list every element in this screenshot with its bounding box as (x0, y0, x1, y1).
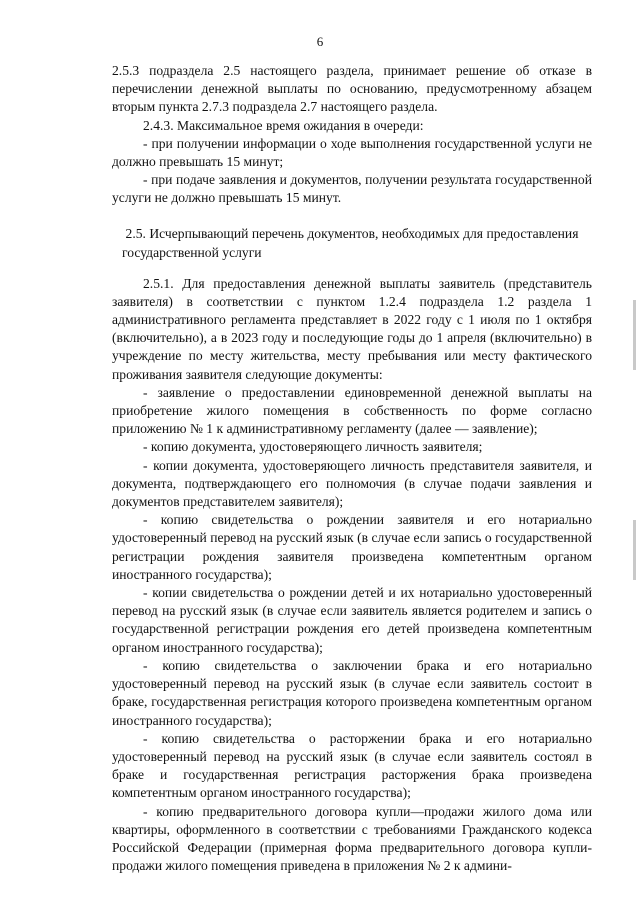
list-item-application: - заявление о предоставлении единовременной денежной выплаты на приобретение жилого помещения в собственность по форме согласно приложению № 1 к административному регламенту (далее — заявление); (112, 384, 592, 437)
list-item-identity-copy: - копию документа, удостоверяющего личность заявителя; (143, 439, 483, 455)
list-item-divorce-certificate: - копию свидетельства о расторжении брака и его нотариально удостоверенный перевод на русский язык (в случае если заявитель состоял в браке и государственная регистрация расторжения брака произведена компетентным органом иностранного государства); (112, 730, 592, 801)
paragraph-wait-time: 2.4.3. Максимальное время ожидания в очереди: (143, 117, 424, 133)
page-number: 6 (316, 34, 324, 49)
list-item-preliminary-contract: - копию предварительного договора купли—продажи жилого дома или квартиры, оформленного в соответствии с требованиями Гражданского кодекса Российской Федерации (примерная форма предварительного договора купли-продажи жилого помещения приведена в приложения № 2 к админи- (112, 803, 592, 874)
scan-margin-mark (633, 520, 636, 580)
list-item-birth-certificate: - копию свидетельства о рождении заявителя и его нотариально удостоверенный перевод на русский язык (в случае если запись о государственной регистрации рождения заявителя произведена компетентным органом иностранного государства); (112, 512, 592, 582)
list-item-children-birth: - копии свидетельства о рождении детей и их нотариально удостоверенный перевод на русский язык (в случае если заявитель является родителем и запись о государственной регистрации рождения его детей произведена компетентным органом иностранного государства); (112, 585, 592, 655)
document-body (112, 62, 592, 875)
list-item-submission-wait: - при подаче заявления и документов, получении результата государственной услуги не должно превышать 15 минут. (112, 172, 592, 206)
list-item-marriage-certificate: - копию свидетельства о заключении брака и его нотариально удостоверенный перевод на русский язык (в случае если заявитель состоит в браке, государственная регистрация которого произведена компетентным органом иностранного государства); (112, 657, 592, 728)
section-heading: 2.5. Исчерпывающий перечень документов, необходимых для предоставления государственной услуги (122, 225, 579, 261)
paragraph-continuation: 2.5.3 подраздела 2.5 настоящего раздела, принимает решение об отказе в перечислении денежной выплаты по основанию, предусмотренному абзацем вторым пункта 2.7.3 подраздела 2.7 настоящего раздела. (112, 63, 592, 115)
scan-margin-mark (633, 300, 636, 370)
list-item-representative-docs: - копии документа, удостоверяющего личность представителя заявителя, и документа, подтверждающего его полномочия (в случае подачи заявления и документов представителем заявителя); (112, 457, 592, 510)
list-item-info-wait: - при получении информации о ходе выполнения государственной услуги не должно превышать 15 минут; (112, 135, 592, 170)
paragraph-documents-intro: 2.5.1. Для предоставления денежной выплаты заявитель (представитель заявителя) в соответствии с пунктом 1.2.4 подраздела 1.2 раздела 1 административного регламента представляет в 2022 году с 1 июля по 1 октября (включительно), а в 2023 году и последующие годы до 1 апреля (включительно) в учреждение по месту жительства, месту пребывания или месту фактического проживания заявителя следующие документы: (112, 275, 592, 382)
